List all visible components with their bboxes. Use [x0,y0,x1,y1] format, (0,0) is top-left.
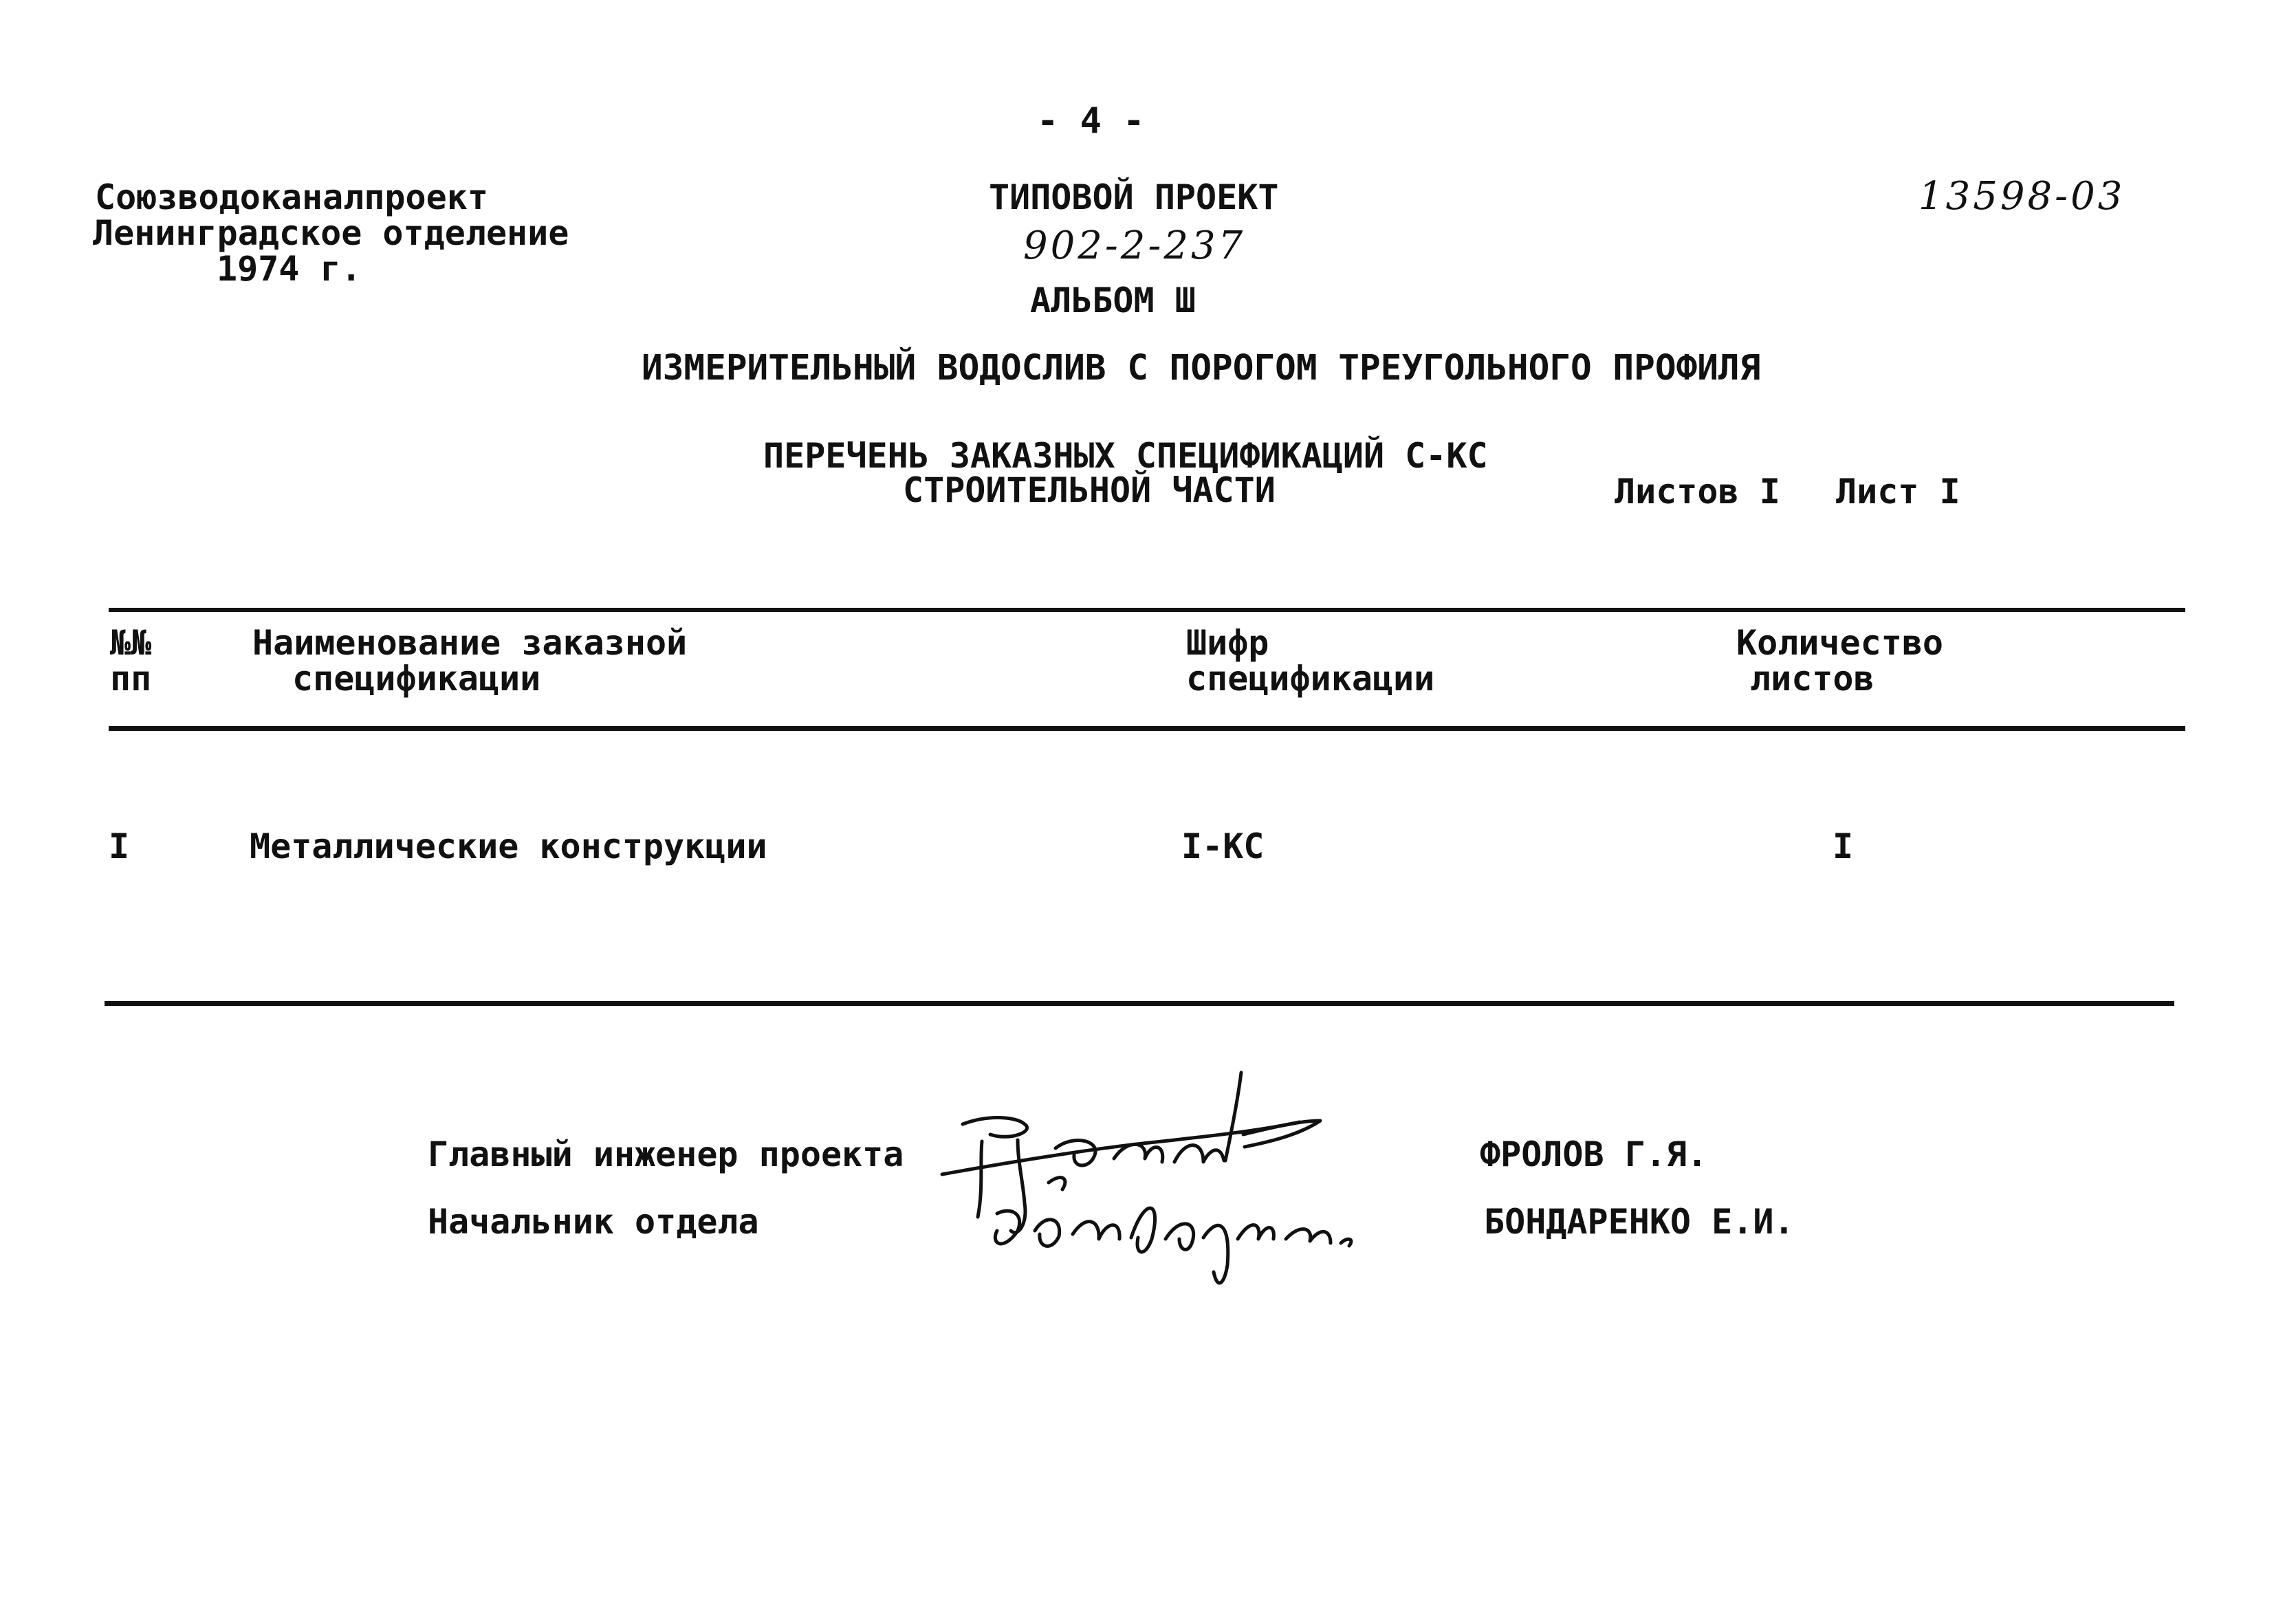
table-bottom-rule [105,1001,2174,1006]
column-header-count-line2: листов [1750,659,1874,699]
row-code: I-КС [1181,826,1265,866]
column-header-name: Наименование заказной [252,623,688,663]
chief-engineer-role: Главный инженер проекта [428,1134,904,1174]
row-number: I [109,826,130,866]
organization-year: 1974 г. [217,249,362,289]
project-type: ТИПОВОЙ ПРОЕКТ [989,177,1279,217]
organization-name: Союзводоканалпроект [95,177,488,217]
column-header-name-line2: спецификации [292,659,541,699]
chief-engineer-name: ФРОЛОВ Г.Я. [1480,1134,1708,1174]
column-header-num-line2: пп [110,659,152,699]
subtitle-line-1: ПЕРЕЧЕНЬ ЗАКАЗНЫХ СПЕЦИФИКАЦИЙ С-КС [763,436,1488,476]
column-header-code-line2: спецификации [1186,659,1435,699]
album-label: АЛЬБОМ Ш [1030,281,1196,320]
department-head-role: Начальник отдела [428,1202,759,1242]
column-header-code: Шифр [1186,623,1269,663]
document-title: ИЗМЕРИТЕЛЬНЫЙ ВОДОСЛИВ С ПОРОГОМ ТРЕУГОЛЬНОГО ПРОФИЛЯ [642,348,1761,388]
department-head-name: БОНДАРЕНКО Е.И. [1484,1202,1795,1242]
column-header-num: №№ [110,623,152,663]
subtitle-line-2: СТРОИТЕЛЬНОЙ ЧАСТИ [903,470,1276,510]
column-header-count: Количество [1736,623,1944,663]
sheets-total: Листов I [1615,472,1780,512]
sheet-number: Лист I [1836,472,1960,512]
organization-department: Ленинградское отделение [93,213,569,253]
table-top-rule [109,608,2185,612]
inventory-number: 13598-03 [1918,174,2125,219]
table-header-rule [109,726,2185,731]
project-code: 902-2-237 [1023,223,1246,268]
page-number: - 4 - [1037,100,1145,142]
row-count: I [1833,826,1854,866]
row-name: Металлические конструкции [250,826,767,866]
handwritten-signatures-icon [915,1059,1451,1293]
